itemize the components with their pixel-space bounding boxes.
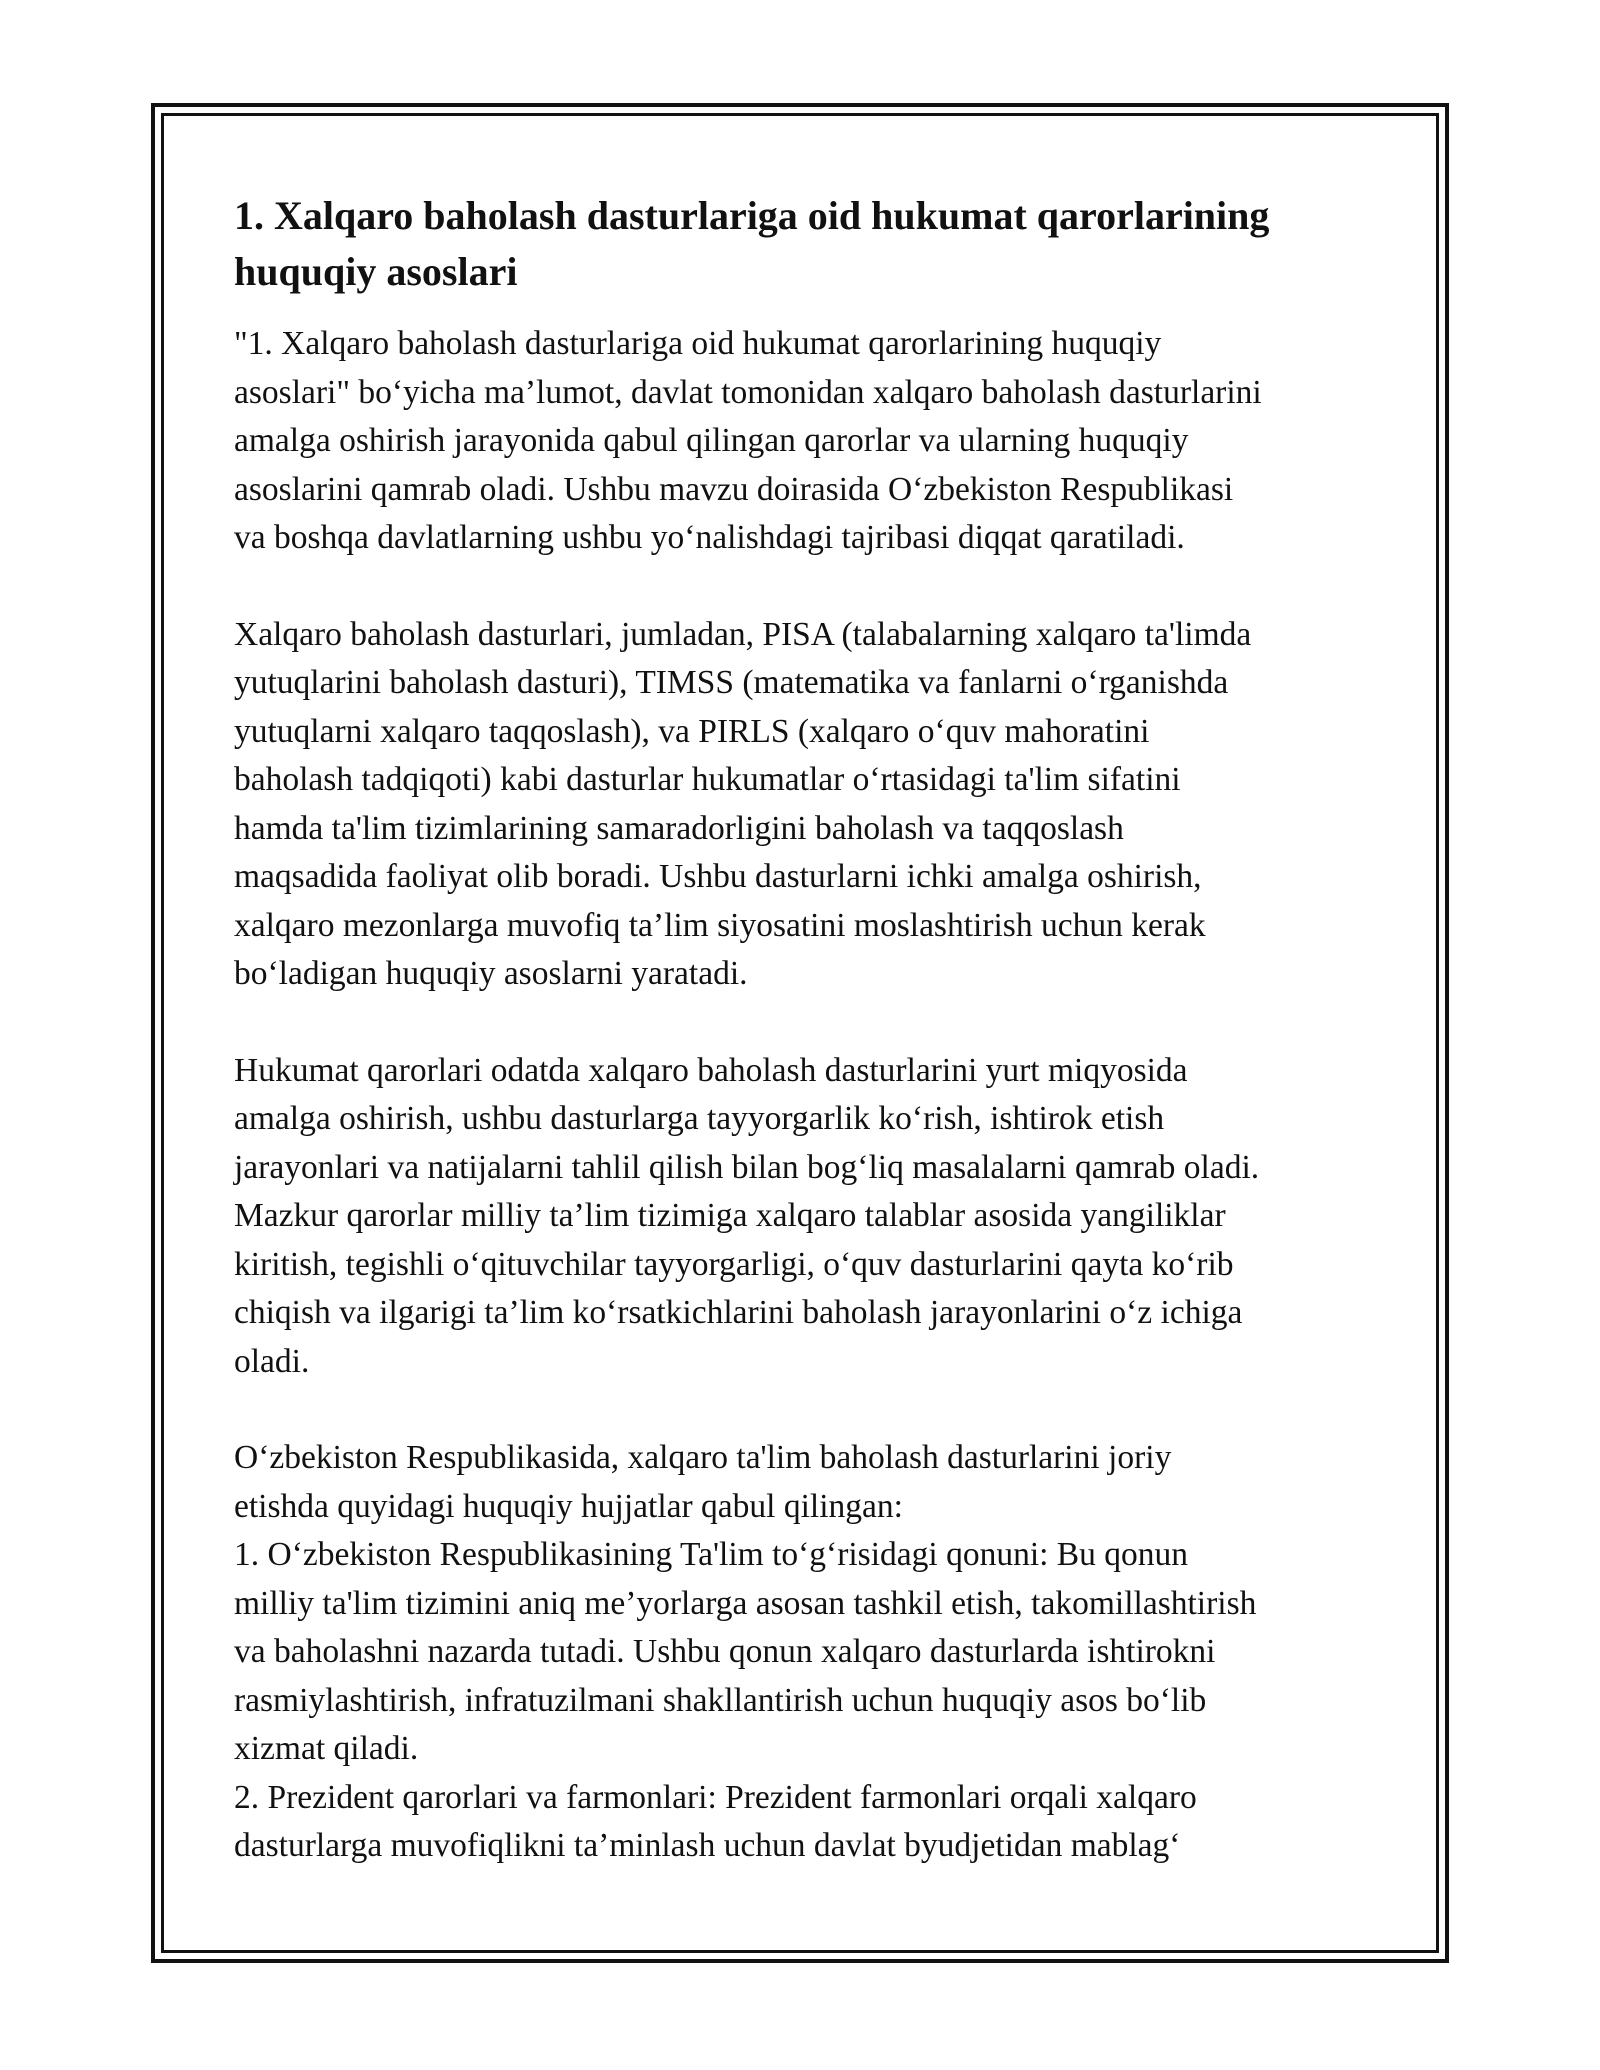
text-line: xizmat qiladi. [234, 1730, 419, 1767]
paragraph-intro [234, 320, 1374, 563]
text-line: yutuqlarni xalqaro taqqoslash), va PIRLS (xalqaro o‘quv mahoratini [234, 712, 1150, 750]
text-line: etishda quyidagi huquqiy hujjatlar qabul qilingan: [234, 1487, 903, 1525]
document-body [234, 188, 1374, 1871]
text-line: O‘zbekiston Respublikasida, xalqaro ta'lim baholash dasturlarini joriy [234, 1439, 1172, 1476]
list-item-line: 2. Prezident qarorlari va farmonlari: Prezident farmonlari orqali xalqaro [234, 1778, 1197, 1816]
text-line: chiqish va ilgarigi ta’lim ko‘rsatkichlarini baholash jarayonlarini o‘z ichiga [234, 1294, 1243, 1331]
text-line: jarayonlari va natijalarni tahlil qilish bilan bog‘liq masalalarni qamrab oladi. [234, 1148, 1260, 1186]
paragraph-programs [234, 611, 1374, 999]
text-line: milliy ta'lim tizimini aniq me’yorlarga asosan tashkil etish, takomillashtirish [234, 1584, 1257, 1622]
section-heading [234, 188, 1374, 300]
text-line: baholash tadqiqoti) kabi dasturlar hukumatlar o‘rtasidagi ta'lim sifatini [234, 761, 1181, 798]
text-line: Mazkur qarorlar milliy ta’lim tizimiga xalqaro talablar asosida yangiliklar [234, 1197, 1226, 1234]
paragraph-legal-documents [234, 1434, 1374, 1871]
text-line: "1. Xalqaro baholash dasturlariga oid hukumat qarorlarining huquqiy [234, 325, 1162, 362]
text-line: yutuqlarini baholash dasturi), TIMSS (matematika va fanlarni o‘rganishda [234, 664, 1229, 701]
paragraph-government-decisions [234, 1047, 1374, 1387]
text-line: amalga oshirish jarayonida qabul qilingan qarorlar va ularning huquqiy [234, 422, 1189, 459]
text-line: Xalqaro baholash dasturlari, jumladan, PISA (talabalarning xalqaro ta'limda [234, 615, 1252, 653]
heading-line: 1. Xalqaro baholash dasturlariga oid hukumat qarorlarining [234, 193, 1270, 238]
text-line: xalqaro mezonlarga muvofiq ta’lim siyosatini moslashtirish uchun kerak [234, 906, 1206, 944]
text-line: amalga oshirish, ushbu dasturlarga tayyorgarlik ko‘rish, ishtirok etish [234, 1100, 1165, 1137]
text-line: asoslarini qamrab oladi. Ushbu mavzu doirasida O‘zbekiston Respublikasi [234, 470, 1234, 508]
text-line: va baholashni nazarda tutadi. Ushbu qonun xalqaro dasturlarda ishtirokni [234, 1633, 1216, 1670]
list-item-line: 1. O‘zbekiston Respublikasining Ta'lim to‘g‘risidagi qonuni: Bu qonun [234, 1536, 1189, 1573]
text-line: asoslari" bo‘yicha ma’lumot, davlat tomonidan xalqaro baholash dasturlarini [234, 373, 1262, 411]
text-line: kiritish, tegishli o‘qituvchilar tayyorgarligi, o‘quv dasturlarini qayta ko‘rib [234, 1245, 1234, 1283]
text-line: hamda ta'lim tizimlarining samaradorligini baholash va taqqoslash [234, 809, 1124, 847]
text-line: rasmiylashtirish, infratuzilmani shakllantirish uchun huquqiy asos bo‘lib [234, 1681, 1207, 1719]
text-line: va boshqa davlatlarning ushbu yo‘nalishdagi tajribasi diqqat qaratiladi. [234, 519, 1185, 556]
text-line: dasturlarga muvofiqlikni ta’minlash uchun davlat byudjetidan mablag‘ [234, 1827, 1181, 1864]
text-line: oladi. [234, 1342, 310, 1380]
text-line: maqsadida faoliyat olib boradi. Ushbu dasturlarni ichki amalga oshirish, [234, 858, 1202, 895]
heading-line: huquqiy asoslari [234, 249, 518, 294]
text-line: Hukumat qarorlari odatda xalqaro baholash dasturlarini yurt miqyosida [234, 1051, 1188, 1089]
text-line: bo‘ladigan huquqiy asoslarni yaratadi. [234, 955, 748, 992]
